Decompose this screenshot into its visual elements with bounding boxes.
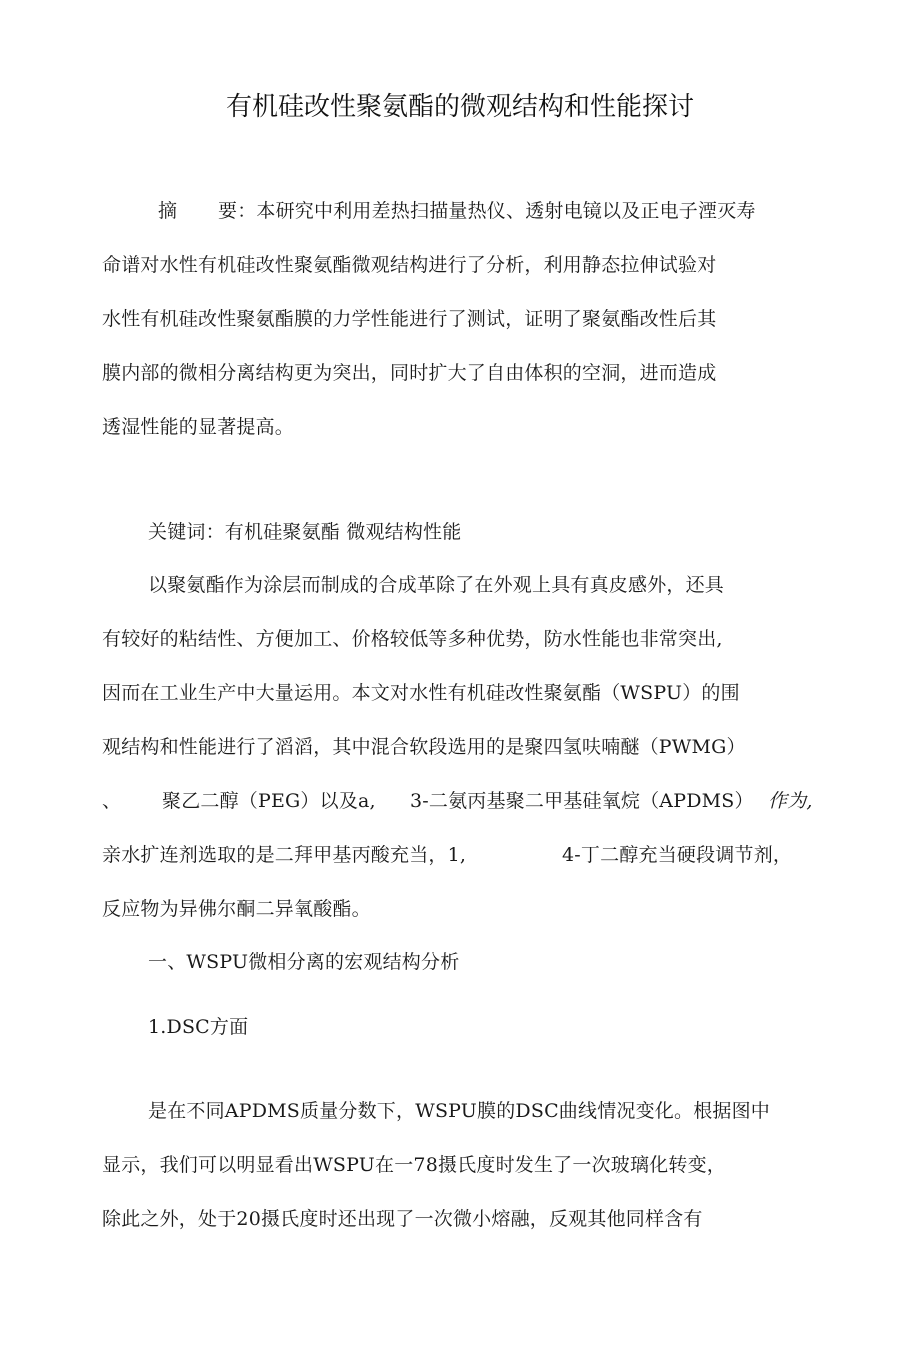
keywords: 关键词：有机硅聚氨酯 微观结构性能 [148,521,462,543]
paragraph-line: 是在不同APDMS质量分数下，WSPU膜的DSC曲线情况变化。根据图中 [148,1100,771,1122]
abstract-label-char: 摘 [158,200,178,222]
abstract-line: 透湿性能的显著提高。 [102,416,295,438]
section-heading: 一、WSPU微相分离的宏观结构分析 [148,951,460,973]
paragraph-line: 除此之外，处于20摄氏度时还出现了一次微小熔融，反观其他同样含有 [102,1208,703,1230]
paragraph-line: 以聚氨酯作为涂层而制成的合成革除了在外观上具有真皮感外，还具 [148,574,725,596]
paragraph-line: 有较好的粘结性、方便加工、价格较低等多种优势，防水性能也非常突出, [102,628,723,650]
paragraph-line: 显示，我们可以明显看出WSPU在一78摄氏度时发生了一次玻璃化转变， [102,1154,726,1176]
paragraph-fragment: 作为, [768,790,813,812]
paragraph-line: 观结构和性能进行了滔滔，其中混合软段选用的是聚四氢呋喃醚（PWMG） [102,736,746,758]
paragraph-line: 因而在工业生产中大量运用。本文对水性有机硅改性聚氨酯（WSPU）的围 [102,682,740,704]
abstract-line: 膜内部的微相分离结构更为突出，同时扩大了自由体积的空洞，进而造成 [102,362,717,384]
document-title: 有机硅改性聚氨酯的微观结构和性能探讨 [225,92,694,122]
paragraph-fragment: 亲水扩连剂选取的是二拜甲基丙酸充当，1, [102,844,467,866]
abstract-line: 水性有机硅改性聚氨酯膜的力学性能进行了测试，证明了聚氨酯改性后其 [102,308,717,330]
abstract-first-line: 要：本研究中利用差热扫描量热仪、透射电镜以及正电子湮灭寿 [218,200,756,222]
paragraph-fragment: 4-丁二醇充当硬段调节剂， [562,844,793,866]
paragraph-fragment: 3-二氨丙基聚二甲基硅氧烷（APDMS） [410,790,754,812]
subsection-heading: 1.DSC方面 [148,1016,249,1038]
paragraph-fragment: 聚乙二醇（PEG）以及a, [162,790,376,812]
paragraph-line: 反应物为异佛尔酮二异氧酸酯。 [102,898,371,920]
abstract-line: 命谱对水性有机硅改性聚氨酯微观结构进行了分析，利用静态拉伸试验对 [102,254,717,276]
paragraph-fragment: 、 [102,790,122,812]
